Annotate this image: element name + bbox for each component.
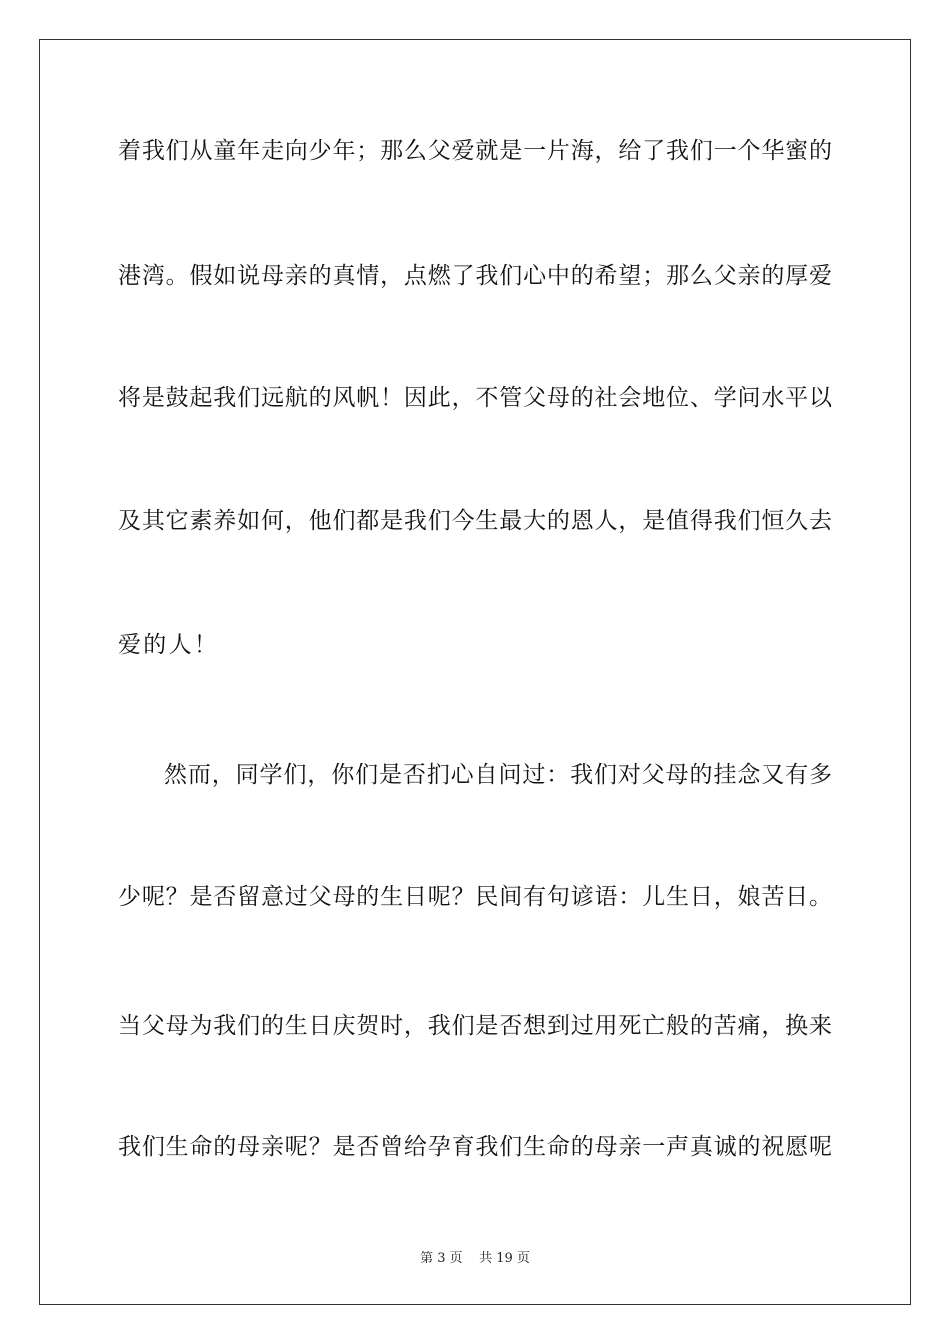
page-number-footer: 第 3 页 共 19 页 bbox=[420, 1251, 530, 1266]
paragraph-start-line: 然而，同学们，你们是否扪心自问过：我们对父母的挂念又有多 bbox=[164, 762, 832, 788]
text-line: 爱的人！ bbox=[118, 632, 220, 658]
text-line: 当父母为我们的生日庆贺时，我们是否想到过用死亡般的苦痛，换来 bbox=[118, 1013, 832, 1039]
text-line: 港湾。假如说母亲的真情，点燃了我们心中的希望；那么父亲的厚爱 bbox=[118, 263, 832, 289]
text-line: 我们生命的母亲呢？是否曾给孕育我们生命的母亲一声真诚的祝愿呢 bbox=[118, 1134, 832, 1160]
page-border bbox=[39, 39, 911, 1305]
text-line: 少呢？是否留意过父母的生日呢？民间有句谚语：儿生日，娘苦日。 bbox=[118, 884, 832, 910]
text-line: 将是鼓起我们远航的风帆！因此，不管父母的社会地位、学问水平以 bbox=[118, 385, 832, 411]
text-line: 及其它素养如何，他们都是我们今生最大的恩人，是值得我们恒久去 bbox=[118, 508, 832, 534]
text-line: 着我们从童年走向少年；那么父爱就是一片海，给了我们一个华蜜的 bbox=[118, 138, 832, 164]
